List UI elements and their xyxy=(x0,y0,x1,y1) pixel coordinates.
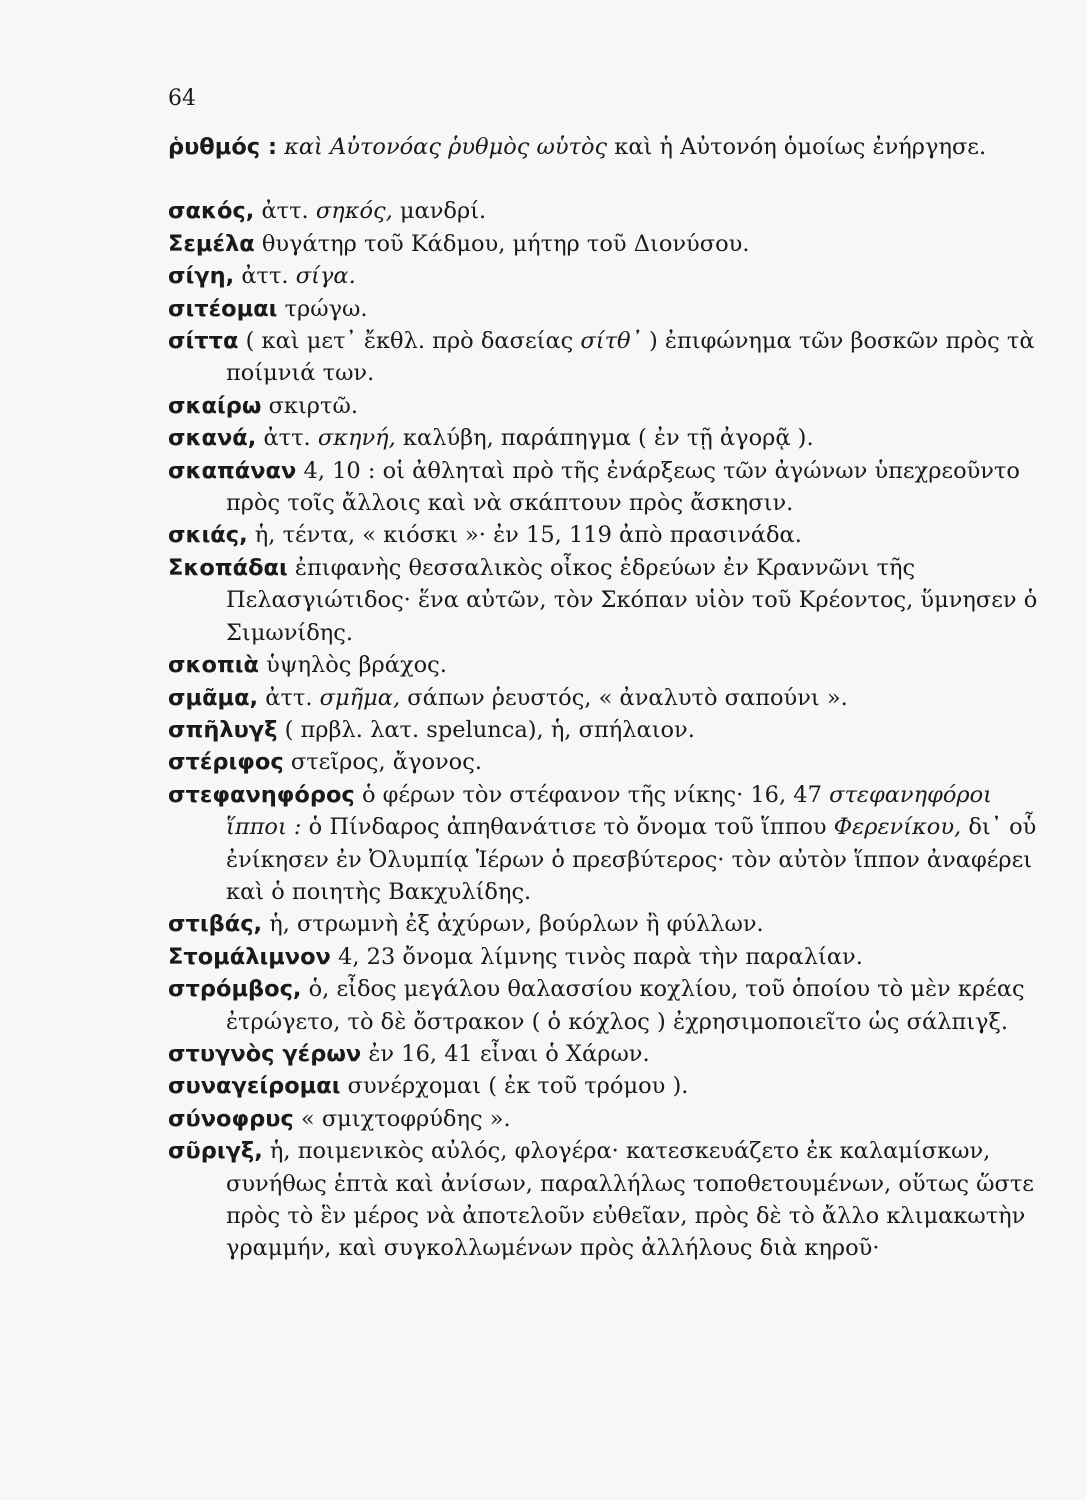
entry-text: ( πρβλ. λατ. spelunca), ἡ, σπήλαιον. xyxy=(284,716,695,743)
entry-text: ὁ, εἶδος μεγάλου θαλασσίου κοχλίου, τοῦ ὁποίου τὸ μὲν κρέας ἐτρώγετο, τὸ δὲ ὄστρακον ( ὁ κόχλος ) ἐχρησιμοποιεῖτο ὡς σάλπιγξ. xyxy=(226,976,1025,1035)
entry-headword: σκανά, xyxy=(168,425,257,452)
entry-headword: σῦριγξ, xyxy=(168,1138,263,1165)
entry-text: συνέρχομαι ( ἐκ τοῦ τρόμου ). xyxy=(347,1073,689,1100)
entry-italic-text: σηκός, xyxy=(315,198,393,225)
glossary-entry xyxy=(168,1070,1044,1102)
entry-text: ἡ, ποιμενικὸς αὐλός, φλογέρα· κατεσκευάζετο ἐκ καλαμίσκων, συνήθως ἑπτὰ καὶ ἀνίσων, παραλλήλως τοποθετουμένων, οὕτως ὥστε πρὸς τὸ ἓν μέρος νὰ ἀποτελοῦν εὐθεῖαν, πρὸς δὲ τὸ ἄλλο κλιμακωτὴν γραμμήν, καὶ συγκολλωμένων πρὸς ἀλλήλους διὰ κηροῦ· xyxy=(226,1138,1034,1262)
entry-headword: σπῆλυγξ xyxy=(168,716,278,743)
entry-italic-text: Φερενίκου, xyxy=(833,814,962,841)
entry-text: θυγάτηρ τοῦ Κάδμου, μήτηρ τοῦ Διονύσου. xyxy=(261,230,750,257)
glossary-entry xyxy=(168,552,1044,649)
entry-headword: στυγνὸς γέρων xyxy=(168,1040,362,1067)
entry-text: στεῖρος, ἄγονος. xyxy=(290,749,482,776)
glossary-entry xyxy=(168,195,1044,227)
entry-text: σκιρτῶ. xyxy=(268,392,358,419)
entry-text: ὁ φέρων τὸν στέφανον τῆς νίκης· 16, 47 xyxy=(361,781,830,808)
entry-headword: σακός, xyxy=(168,198,255,225)
entry-headword: στρόμβος, xyxy=(168,976,302,1003)
glossary-entry xyxy=(168,682,1044,714)
entry-italic-text: σίτθ᾽ xyxy=(580,328,642,355)
entry-text: σάπων ῥευστός, « ἀναλυτὸ σαπούνι ». xyxy=(400,684,848,711)
entry-text: μανδρί. xyxy=(392,198,487,225)
glossary-entry xyxy=(168,228,1044,260)
glossary-entry xyxy=(168,779,1044,909)
entry-gap xyxy=(168,163,1044,195)
entry-headword: σιτέομαι xyxy=(168,295,278,322)
glossary-entry xyxy=(168,941,1044,973)
entry-headword: σύνοφρυς xyxy=(168,1105,294,1132)
entry-headword: σκαπάναν xyxy=(168,457,297,484)
entry-headword: σκιάς, xyxy=(168,522,248,549)
entry-headword: στέριφος xyxy=(168,749,284,776)
glossary-entry xyxy=(168,908,1044,940)
glossary-entry xyxy=(168,131,1044,163)
glossary-entry xyxy=(168,746,1044,778)
entry-italic-text: καὶ Αὐτονόας ῥυθμὸς ωὑτὸς xyxy=(284,134,608,160)
entry-text: τρώγω. xyxy=(284,295,368,322)
glossary-entry xyxy=(168,1103,1044,1135)
page-number: 64 xyxy=(168,86,196,111)
glossary-entry xyxy=(168,973,1044,1038)
entry-text: ἀττ. xyxy=(241,263,296,290)
entry-headword: σίγη, xyxy=(168,263,235,290)
entry-italic-text: στεφανηφόροι ἵπποι : xyxy=(226,781,992,841)
glossary-entry xyxy=(168,293,1044,325)
entry-headword: ῥυθμός : xyxy=(168,134,277,160)
glossary-entry xyxy=(168,455,1044,520)
entry-headword: στεφανηφόρος xyxy=(168,781,355,808)
entry-italic-text: σκηνή, xyxy=(317,425,396,452)
glossary-entry xyxy=(168,325,1044,390)
entry-headword: Σεμέλα xyxy=(168,230,255,257)
entry-headword: σμᾶμα, xyxy=(168,684,259,711)
entry-text: ἡ, τέντα, « κιόσκι »· ἐν 15, 119 ἀπὸ πρασινάδα. xyxy=(254,522,802,549)
entry-headword: σκαίρω xyxy=(168,392,262,419)
entry-headword: σκοπιὰ xyxy=(168,652,259,679)
glossary-entry xyxy=(168,1135,1044,1265)
glossary-entries xyxy=(168,131,1044,1265)
glossary-entry xyxy=(168,519,1044,551)
entry-text: 4, 23 ὄνομα λίμνης τινὸς παρὰ τὴν παραλίαν. xyxy=(338,943,863,970)
glossary-entry xyxy=(168,1038,1044,1070)
glossary-entry xyxy=(168,422,1044,454)
entry-text: ) ἐπιφώνημα τῶν βοσκῶν πρὸς τὰ ποίμνιά των. xyxy=(226,328,1035,387)
glossary-entry xyxy=(168,649,1044,681)
entry-text: ἀττ. xyxy=(263,425,318,452)
glossary-entry xyxy=(168,714,1044,746)
entry-text: ἀττ. xyxy=(265,684,320,711)
entry-text: ἐπιφανὴς θεσσαλικὸς οἶκος ἑδρεύων ἐν Κραννῶνι τῆς Πελασγιώτιδος· ἕνα αὐτῶν, τὸν Σκόπαν υἱὸν τοῦ Κρέοντος, ὕμνησεν ὁ Σιμωνίδης. xyxy=(226,554,1038,646)
entry-text: « σμιχτοφρύδης ». xyxy=(300,1105,511,1132)
entry-text: ὁ Πίνδαρος ἀπηθανάτισε τὸ ὄνομα τοῦ ἵππου xyxy=(301,814,834,841)
entry-text: ὑψηλὸς βράχος. xyxy=(266,652,447,679)
entry-text: ἐν 16, 41 εἶναι ὁ Χάρων. xyxy=(368,1040,650,1067)
glossary-entry xyxy=(168,390,1044,422)
entry-text: 4, 10 : οἱ ἀθληταὶ πρὸ τῆς ἐνάρξεως τῶν ἀγώνων ὑπεχρεοῦντο πρὸς τοῖς ἄλλοις καὶ νὰ σκάπτουν πρὸς ἄσκησιν. xyxy=(226,457,1020,517)
entry-text: καλύβη, παράπηγμα ( ἐν τῇ ἀγορᾷ ). xyxy=(395,425,814,452)
entry-headword: συναγείρομαι xyxy=(168,1073,341,1100)
entry-text: ( καὶ μετ᾽ ἔκθλ. πρὸ δασείας xyxy=(245,328,581,355)
entry-headword: Σκοπάδαι xyxy=(168,554,288,581)
entry-text: δι᾽ οὗ ἐνίκησεν ἐν Ὀλυμπίᾳ Ἱέρων ὁ πρεσβύτερος· τὸν αὐτὸν ἵππον ἀναφέρει καὶ ὁ ποιητὴς Βακχυλίδης. xyxy=(226,814,1037,905)
entry-text: ἡ, στρωμνὴ ἐξ ἀχύρων, βούρλων ἢ φύλλων. xyxy=(269,911,764,938)
entry-headword: Στομάλιμνον xyxy=(168,943,331,970)
glossary-entry xyxy=(168,260,1044,292)
entry-text: καὶ ἡ Αὐτονόη ὁμοίως ἐνήργησε. xyxy=(607,134,987,160)
entry-italic-text: σμῆμα, xyxy=(319,684,401,711)
entry-headword: σίττα xyxy=(168,328,239,355)
entry-text: ἀττ. xyxy=(261,198,316,225)
entry-headword: στιβάς, xyxy=(168,911,263,938)
entry-italic-text: σίγα. xyxy=(295,263,356,290)
